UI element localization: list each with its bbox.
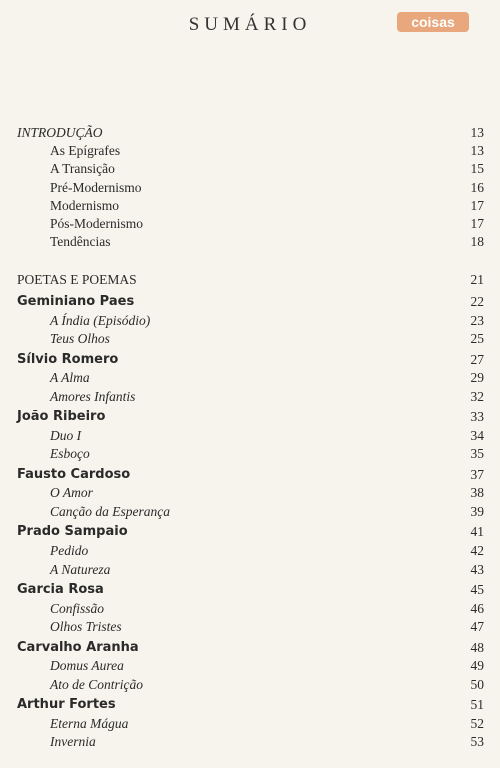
author-page-number: 33 (470, 409, 484, 425)
author-row (0, 351, 500, 369)
poem-row (0, 503, 500, 521)
intro-item-row (0, 179, 500, 197)
poem-row (0, 542, 500, 560)
author-title: Geminiano Paes (17, 294, 135, 309)
intro-item-page-number: 13 (470, 143, 484, 159)
poem-title: Olhos Tristes (50, 619, 122, 635)
section-introducao-title: INTRODUÇÃO (17, 125, 103, 140)
author-title: Sílvio Romero (17, 351, 119, 367)
intro-item-row (0, 215, 500, 233)
author-row (0, 523, 500, 541)
poem-title: Ato de Contrição (50, 676, 143, 692)
poem-row (0, 715, 500, 733)
poem-page-number: 53 (470, 734, 484, 750)
author-row (0, 696, 500, 714)
poem-title: A Alma (50, 370, 90, 386)
intro-item-title: A Transição (50, 161, 115, 177)
author-row (0, 408, 500, 426)
intro-item-title: Pós-Modernismo (50, 216, 144, 231)
poem-page-number: 43 (470, 561, 484, 577)
author-title: João Ribeiro (17, 409, 106, 425)
poem-page-number: 39 (470, 504, 484, 519)
author-title: Carvalho Aranha (17, 639, 139, 655)
poem-row (0, 427, 500, 445)
poem-title: A Natureza (50, 561, 111, 577)
intro-item-title: Pré-Modernismo (50, 179, 142, 195)
intro-item-page-number: 18 (470, 234, 484, 250)
section-introducao-row (0, 124, 500, 142)
poem-page-number: 50 (470, 676, 484, 692)
poem-title: Teus Olhos (50, 331, 110, 347)
poem-title: Confissão (50, 600, 105, 616)
intro-item-page-number: 17 (470, 216, 484, 231)
poem-title: Canção da Esperança (50, 504, 170, 519)
poem-row (0, 676, 500, 694)
intro-item-row (0, 142, 500, 160)
author-page-number: 48 (470, 639, 484, 655)
author-page-number: 22 (470, 294, 484, 309)
poem-row (0, 600, 500, 618)
intro-item-title: Tendências (50, 234, 111, 250)
poem-row (0, 388, 500, 406)
intro-item-row (0, 160, 500, 178)
poem-title: Eterna Mágua (50, 715, 129, 731)
poem-row (0, 484, 500, 502)
section-poetas-page-number: 21 (470, 272, 484, 287)
poem-row (0, 657, 500, 675)
poem-row (0, 369, 500, 387)
poem-row (0, 445, 500, 463)
author-row (0, 466, 500, 484)
coisas-logo: coisas (397, 12, 469, 32)
poem-row (0, 561, 500, 579)
poem-title: O Amor (50, 485, 93, 501)
poem-row (0, 330, 500, 348)
author-title: Arthur Fortes (17, 697, 116, 713)
intro-item-row (0, 233, 500, 251)
intro-item-page-number: 16 (470, 179, 484, 195)
author-page-number: 41 (470, 524, 484, 540)
poem-page-number: 25 (470, 331, 484, 347)
poem-page-number: 42 (470, 543, 484, 558)
section-poetas-row (0, 271, 500, 289)
author-title: Prado Sampaio (17, 524, 128, 540)
author-title: Garcia Rosa (17, 582, 104, 597)
poem-title: A Índia (Episódio) (50, 312, 151, 328)
poem-page-number: 52 (470, 715, 484, 731)
author-page-number: 37 (470, 466, 484, 482)
author-page-number: 51 (470, 697, 484, 713)
page-title: SUMÁRIO (188, 14, 312, 35)
poem-title: Pedido (50, 543, 89, 558)
poem-row (0, 733, 500, 751)
poem-page-number: 34 (470, 427, 484, 443)
author-row (0, 581, 500, 599)
intro-item-title: As Epígrafes (50, 143, 121, 159)
author-row (0, 639, 500, 657)
intro-item-row (0, 197, 500, 215)
author-page-number: 45 (470, 582, 484, 597)
intro-item-page-number: 15 (470, 161, 484, 177)
poem-row (0, 618, 500, 636)
author-row (0, 293, 500, 311)
poem-title: Duo I (50, 427, 82, 443)
poem-title: Invernia (50, 734, 96, 750)
intro-item-title: Modernismo (50, 197, 119, 213)
poem-page-number: 35 (470, 446, 484, 462)
poem-page-number: 46 (470, 600, 484, 616)
poem-page-number: 23 (470, 312, 484, 328)
author-title: Fausto Cardoso (17, 466, 131, 482)
section-introducao-page-number: 13 (470, 125, 484, 140)
poem-page-number: 47 (470, 619, 484, 635)
poem-page-number: 49 (470, 658, 484, 674)
section-poetas-title: POETAS E POEMAS (17, 272, 137, 287)
poem-title: Domus Aurea (50, 658, 124, 674)
poem-page-number: 32 (470, 388, 484, 404)
poem-title: Amores Infantis (50, 388, 136, 404)
intro-item-page-number: 17 (470, 197, 484, 213)
poem-page-number: 29 (470, 370, 484, 386)
poem-row (0, 312, 500, 330)
poem-title: Esboço (50, 446, 90, 462)
author-page-number: 27 (470, 351, 484, 367)
poem-page-number: 38 (470, 485, 484, 501)
